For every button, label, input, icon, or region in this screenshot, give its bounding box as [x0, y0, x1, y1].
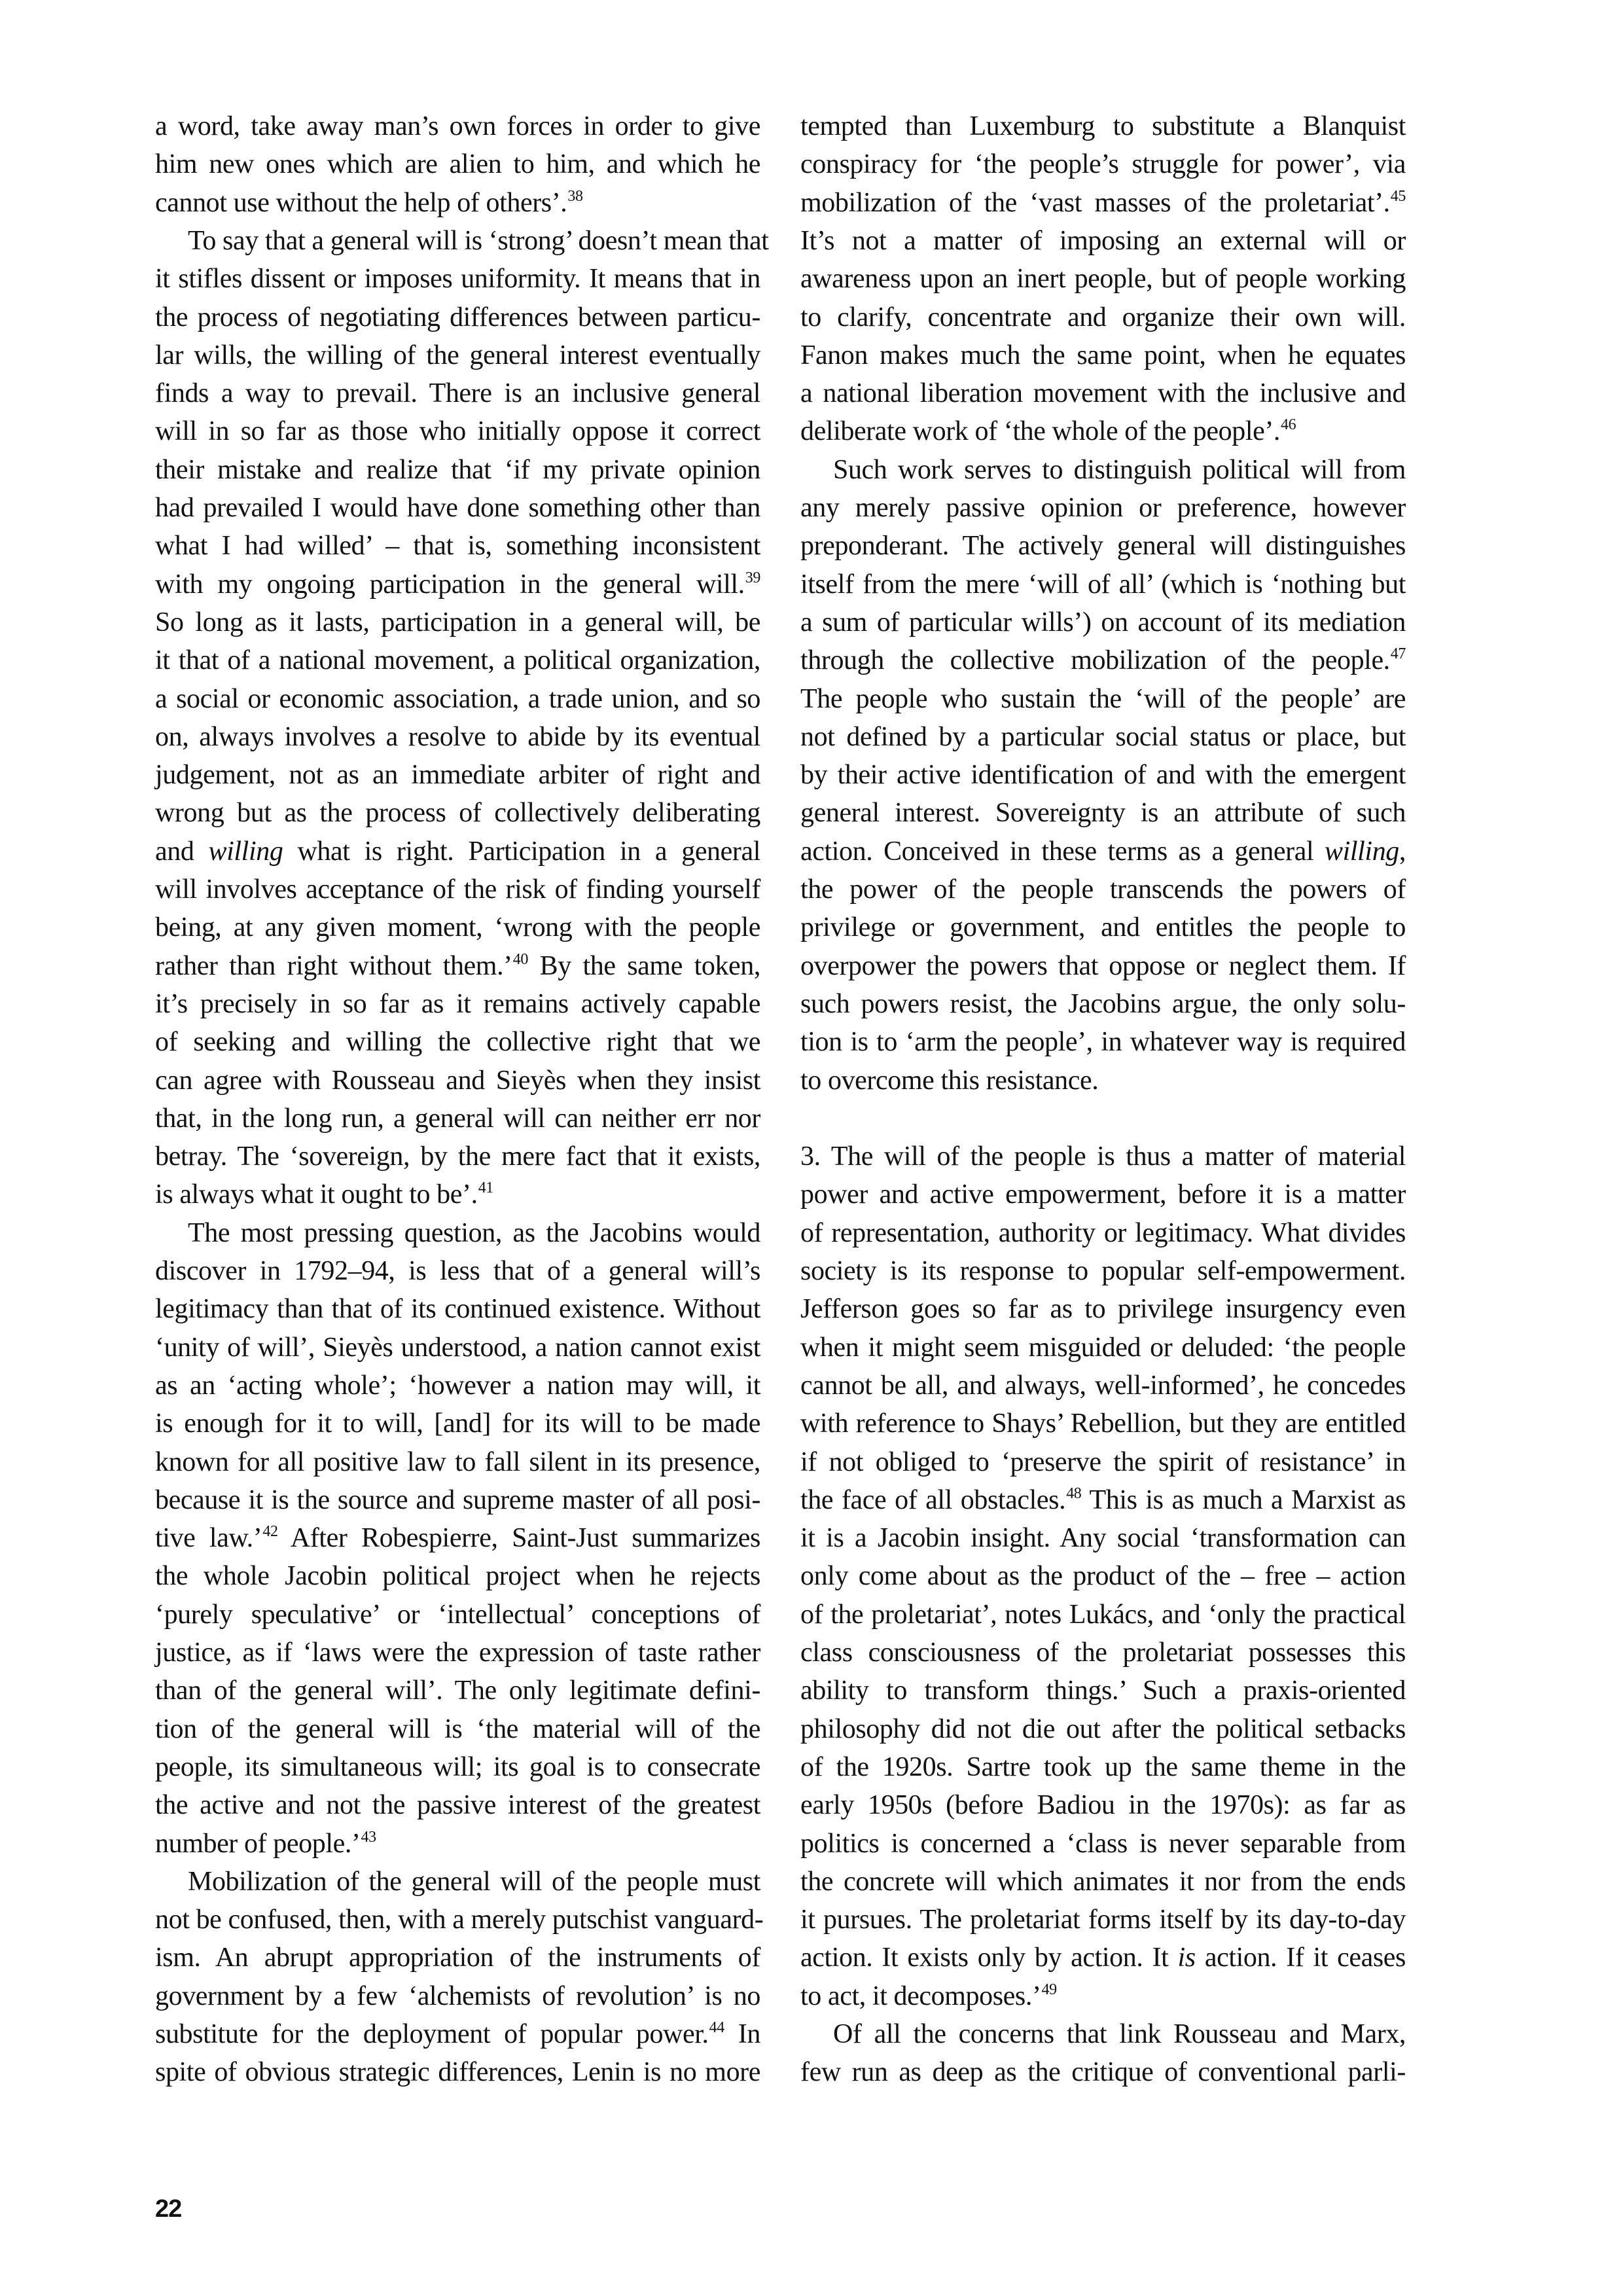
text-line [800, 603, 1406, 641]
text-line [800, 1634, 1406, 1672]
text-segment: general interest. Sovereignty is an attribute of such [800, 798, 1406, 829]
text-line [155, 1405, 760, 1443]
text-segment: power and active empowerment, before it is a matter [800, 1179, 1406, 1210]
footnote-reference: 46 [1281, 416, 1296, 434]
footnote-reference: 44 [709, 2019, 724, 2036]
text-segment: of representation, authority or legitimacy. What divides [800, 1217, 1406, 1248]
footnote-reference: 47 [1390, 645, 1406, 663]
text-segment: if not obliged to ‘preserve the spirit of resistance’ in [800, 1446, 1406, 1477]
text-segment: Mobilization of the general will of the people must [188, 1866, 760, 1897]
text-line [155, 1367, 760, 1405]
text-line [800, 1977, 1406, 2015]
text-line [155, 1329, 760, 1367]
text-line [800, 1214, 1406, 1252]
footnote-reference: 43 [361, 1828, 376, 1846]
text-segment: cannot use without the help of others’. [155, 187, 567, 218]
text-line [800, 2053, 1406, 2091]
text-segment: to overcome this resistance. [800, 1065, 1099, 1096]
text-segment: the concrete will which animates it nor from the ends [800, 1866, 1406, 1897]
italic-emphasis: is [1177, 1943, 1196, 1973]
text-segment: what is right. Participation in a general [283, 836, 760, 867]
text-line [155, 1443, 760, 1481]
text-segment: with reference to Shays’ Rebellion, but they are entitled [800, 1408, 1406, 1439]
italic-emphasis: willing [1325, 836, 1399, 867]
text-segment: By the same token, [527, 950, 760, 981]
text-segment: number of people.’ [155, 1828, 361, 1859]
text-line [800, 336, 1406, 374]
text-segment: what I had willed’ – that is, something inconsistent [155, 531, 760, 562]
text-segment: to act, it decomposes.’ [800, 1981, 1041, 2011]
text-line [155, 1290, 760, 1328]
text-line [800, 1557, 1406, 1595]
text-segment: preponderant. The actively general will distinguishes [800, 531, 1406, 562]
text-segment: it pursues. The proletariat forms itself by its day-to-day [800, 1905, 1406, 1935]
text-segment: privilege or government, and entitles the people to [800, 912, 1406, 943]
text-segment: The most pressing question, as the Jacobins would [188, 1217, 760, 1248]
text-line [155, 451, 760, 489]
text-segment: of the proletariat’, notes Lukács, and ‘only the practical [800, 1599, 1406, 1630]
text-line [155, 145, 760, 183]
text-segment: it’s precisely in so far as it remains actively capable [155, 988, 760, 1019]
text-segment: a national liberation movement with the inclusive and [800, 378, 1406, 409]
text-line [800, 451, 1406, 489]
text-line [155, 1252, 760, 1290]
text-segment: government by a few ‘alchemists of revolution’ is no [155, 1981, 760, 2011]
text-segment: few run as deep as the critique of conventional parli- [800, 2057, 1406, 2088]
text-segment: a sum of particular wills’) on account of its mediation [800, 607, 1406, 637]
text-segment: Such work serves to distinguish political will from [833, 454, 1406, 485]
text-line [800, 1710, 1406, 1748]
text-segment: not be confused, then, with a merely putschist vanguard- [155, 1905, 764, 1935]
text-line [155, 1023, 760, 1061]
text-segment: with my ongoing participation in the general will. [155, 569, 745, 600]
text-segment: lar wills, the willing of the general interest eventually [155, 340, 760, 370]
text-segment: when it might seem misguided or deluded: ‘the people [800, 1332, 1406, 1363]
text-line [155, 336, 760, 374]
text-line [155, 641, 760, 679]
text-line [800, 1138, 1406, 1175]
text-line [155, 908, 760, 946]
text-segment: Jefferson goes so far as to privilege insurgency even [800, 1294, 1406, 1325]
text-line [155, 1977, 760, 2015]
text-segment: judgement, not as an immediate arbiter of right and [155, 760, 760, 791]
text-line [800, 374, 1406, 412]
text-line [155, 1214, 760, 1252]
text-line [155, 298, 760, 336]
text-line [155, 1939, 760, 1977]
footnote-reference: 49 [1041, 1981, 1057, 1998]
text-line [800, 985, 1406, 1023]
text-line [800, 1443, 1406, 1481]
text-line [800, 833, 1406, 870]
text-segment: wrong but as the process of collectively deliberating [155, 798, 760, 829]
text-segment: will in so far as those who initially oppose it correct [155, 416, 760, 447]
text-segment: the process of negotiating differences between particu- [155, 302, 760, 332]
text-line [800, 298, 1406, 336]
text-segment: any merely passive opinion or preference, however [800, 493, 1406, 523]
text-line [155, 527, 760, 565]
text-line [800, 1329, 1406, 1367]
text-segment: mobilization of the ‘vast masses of the proletariat’. [800, 187, 1390, 218]
text-segment: can agree with Rousseau and Sieyès when they insist [155, 1065, 760, 1096]
text-line [155, 1901, 764, 1939]
text-segment: tive law.’ [155, 1523, 262, 1554]
footnote-reference: 48 [1066, 1484, 1082, 1502]
text-segment: their mistake and realize that ‘if my private opinion [155, 454, 760, 485]
text-segment: tempted than Luxemburg to substitute a Blanquist [800, 111, 1406, 141]
text-line [155, 947, 760, 985]
text-segment: not defined by a particular social status or place, but [800, 721, 1406, 752]
text-segment: Fanon makes much the same point, when he equates [800, 340, 1406, 370]
text-line [800, 1252, 1406, 1290]
text-line [155, 1596, 760, 1634]
text-line [155, 1175, 760, 1213]
text-line [800, 260, 1406, 298]
footnote-reference: 41 [478, 1179, 493, 1197]
text-line [155, 1634, 760, 1672]
text-segment: action. Conceived in these terms as a general [800, 836, 1325, 867]
text-line [800, 1596, 1406, 1634]
text-segment: class consciousness of the proletariat possesses this [800, 1638, 1406, 1668]
text-segment: justice, as if ‘laws were the expression of taste rather [155, 1638, 760, 1668]
text-segment: it is a Jacobin insight. Any social ‘transformation can [800, 1523, 1406, 1554]
text-segment: This is as much a Marxist as [1081, 1484, 1406, 1515]
text-segment: being, at any given moment, ‘wrong with the people [155, 912, 760, 943]
text-line [155, 1710, 760, 1748]
text-segment: politics is concerned a ‘class is never separable from [800, 1828, 1406, 1859]
footnote-reference: 40 [512, 950, 528, 968]
text-line [800, 870, 1406, 908]
text-line [155, 718, 760, 756]
text-segment: such powers resist, the Jacobins argue, the only solu- [800, 988, 1406, 1019]
text-line [800, 565, 1406, 603]
footnote-reference: 42 [262, 1523, 278, 1541]
text-line [155, 870, 760, 908]
text-line [800, 1939, 1406, 1977]
text-segment: tion of the general will is ‘the material will of the [155, 1713, 760, 1744]
text-segment: early 1950s (before Badiou in the 1970s): as far as [800, 1790, 1406, 1821]
text-line [800, 1672, 1406, 1710]
text-line [155, 107, 760, 145]
text-segment: philosophy did not die out after the political setbacks [800, 1713, 1406, 1744]
text-segment: action. It exists only by action. It [800, 1943, 1178, 1973]
text-segment: to clarify, concentrate and organize their own will. [800, 302, 1406, 332]
text-segment: it stifles dissent or imposes uniformity. It means that in [155, 264, 760, 295]
text-segment: 3. The will of the people is thus a matter of material [800, 1141, 1406, 1172]
text-segment: In [724, 2019, 760, 2049]
text-line [800, 184, 1406, 222]
text-line [800, 718, 1406, 756]
text-line [800, 756, 1406, 794]
text-segment: ism. An abrupt appropriation of the instruments of [155, 1943, 760, 1973]
footnote-reference: 38 [567, 187, 583, 205]
text-segment: the face of all obstacles. [800, 1484, 1066, 1515]
text-line [155, 985, 760, 1023]
text-segment: awareness upon an inert people, but of people working [800, 264, 1406, 295]
page-number: 22 [155, 2195, 182, 2223]
text-segment: it that of a national movement, a political organization, [155, 645, 760, 676]
text-line [155, 1138, 760, 1175]
text-line [800, 222, 1406, 260]
text-segment: substitute for the deployment of popular power. [155, 2019, 709, 2049]
text-line [800, 107, 1406, 145]
text-segment: of seeking and willing the collective right that we [155, 1027, 760, 1058]
text-segment: because it is the source and supreme master of all posi- [155, 1484, 760, 1515]
text-line [800, 1175, 1406, 1213]
text-segment: action. If it ceases [1195, 1943, 1406, 1973]
text-line [155, 1672, 760, 1710]
text-line [800, 1825, 1406, 1863]
text-line [155, 1481, 760, 1519]
text-segment: through the collective mobilization of the people. [800, 645, 1390, 676]
text-line [155, 1062, 760, 1100]
text-line [800, 908, 1406, 946]
text-line [155, 489, 760, 527]
text-segment: a social or economic association, a trade union, and so [155, 683, 760, 714]
text-segment: by their active identification of and with the emergent [800, 760, 1406, 791]
text-segment: rather than right without them.’ [155, 950, 512, 981]
text-line [155, 603, 760, 641]
text-line [155, 2015, 760, 2053]
italic-emphasis: willing [208, 836, 283, 867]
text-segment: had prevailed I would have done something other than [155, 493, 760, 523]
text-segment: finds a way to prevail. There is an inclusive general [155, 378, 760, 409]
text-line [800, 1481, 1406, 1519]
text-line [800, 794, 1406, 832]
text-line [800, 527, 1406, 565]
text-segment: as an ‘acting whole’; ‘however a nation may will, it [155, 1370, 760, 1401]
text-segment: only come about as the product of the – free – action [800, 1561, 1406, 1592]
text-line [800, 1290, 1406, 1328]
text-line [800, 145, 1406, 183]
text-segment: ‘unity of will’, Sieyès understood, a nation cannot exist [155, 1332, 760, 1363]
text-line [800, 1062, 1406, 1100]
left-text-column [155, 0, 769, 2160]
text-segment: itself from the mere ‘will of all’ (which is ‘nothing but [800, 569, 1406, 600]
text-line [800, 1748, 1406, 1786]
text-line [155, 184, 760, 222]
text-segment: a word, take away man’s own forces in order to give [155, 111, 760, 141]
text-line [800, 680, 1406, 718]
text-segment: people, its simultaneous will; its goal is to consecrate [155, 1751, 760, 1782]
text-segment: the whole Jacobin political project when he rejects [155, 1561, 760, 1592]
text-segment: cannot be all, and always, well-informed’, he concedes [800, 1370, 1406, 1401]
text-segment: and [155, 836, 209, 867]
text-line [155, 565, 760, 603]
text-segment: To say that a general will is ‘strong’ doesn’t mean that [188, 225, 769, 256]
text-line [800, 489, 1406, 527]
text-segment: that, in the long run, a general will can neither err nor [155, 1103, 760, 1134]
text-segment: After Robespierre, Saint-Just summarizes [277, 1523, 760, 1554]
text-segment: betray. The ‘sovereign, by the mere fact that it exists, [155, 1141, 760, 1172]
text-line [155, 794, 760, 832]
text-line [800, 1405, 1406, 1443]
text-line [800, 1786, 1406, 1824]
text-segment: It’s not a matter of imposing an external will or [800, 225, 1406, 256]
text-segment: conspiracy for ‘the people’s struggle for power’, via [800, 149, 1406, 180]
text-line [155, 412, 760, 450]
text-segment: him new ones which are alien to him, and which he [155, 149, 760, 180]
text-line [800, 1519, 1406, 1557]
text-segment: discover in 1792–94, is less that of a general will’s [155, 1256, 760, 1286]
text-line [155, 756, 760, 794]
text-line [800, 412, 1406, 450]
text-segment: The people who sustain the ‘will of the people’ are [800, 683, 1406, 714]
text-line [800, 641, 1406, 679]
text-segment: is enough for it to will, [and] for its will to be made [155, 1408, 760, 1439]
text-segment: than of the general will’. The only legitimate defini- [155, 1676, 760, 1706]
text-segment: Of all the concerns that link Rousseau and Marx, [833, 2019, 1406, 2049]
text-line [800, 2015, 1406, 2053]
text-segment: So long as it lasts, participation in a general will, be [155, 607, 760, 637]
text-line [155, 2053, 760, 2091]
text-segment: ability to transform things.’ Such a praxis-oriented [800, 1676, 1406, 1706]
text-line [155, 1863, 760, 1901]
text-segment: legitimacy than that of its continued existence. Without [155, 1294, 760, 1325]
text-line [800, 1367, 1406, 1405]
text-segment: the active and not the passive interest of the greatest [155, 1790, 760, 1821]
text-segment: ‘purely speculative’ or ‘intellectual’ conceptions of [155, 1599, 760, 1630]
text-line [800, 1901, 1406, 1939]
text-segment: the power of the people transcends the powers of [800, 874, 1406, 905]
text-segment: of the 1920s. Sartre took up the same theme in the [800, 1751, 1406, 1782]
text-line [155, 374, 760, 412]
text-line [800, 947, 1406, 985]
text-line [155, 260, 760, 298]
text-line [155, 1557, 760, 1595]
text-line [155, 1825, 760, 1863]
text-segment: society is its response to popular self-empowerment. [800, 1256, 1406, 1286]
text-line [155, 680, 760, 718]
text-segment: on, always involves a resolve to abide by its eventual [155, 721, 760, 752]
text-segment: , [1399, 836, 1406, 867]
text-segment: is always what it ought to be’. [155, 1179, 478, 1210]
text-segment: spite of obvious strategic differences, Lenin is no more [155, 2057, 760, 2088]
text-line [155, 1519, 760, 1557]
text-line [155, 833, 760, 870]
text-segment: will involves acceptance of the risk of finding yourself [155, 874, 760, 905]
text-line [155, 1100, 760, 1138]
footnote-reference: 45 [1390, 187, 1406, 205]
blank-line [800, 1100, 1406, 1138]
text-segment: tion is to ‘arm the people’, in whatever way is required [800, 1027, 1406, 1058]
text-segment: known for all positive law to fall silent in its presence, [155, 1446, 760, 1477]
footnote-reference: 39 [745, 569, 760, 586]
text-line [155, 1786, 760, 1824]
text-line [800, 1863, 1406, 1901]
right-text-column [800, 0, 1406, 2160]
text-segment: deliberate work of ‘the whole of the people’. [800, 416, 1281, 447]
text-line [800, 1023, 1406, 1061]
text-segment: overpower the powers that oppose or neglect them. If [800, 950, 1406, 981]
text-line [155, 222, 769, 260]
text-line [155, 1748, 760, 1786]
